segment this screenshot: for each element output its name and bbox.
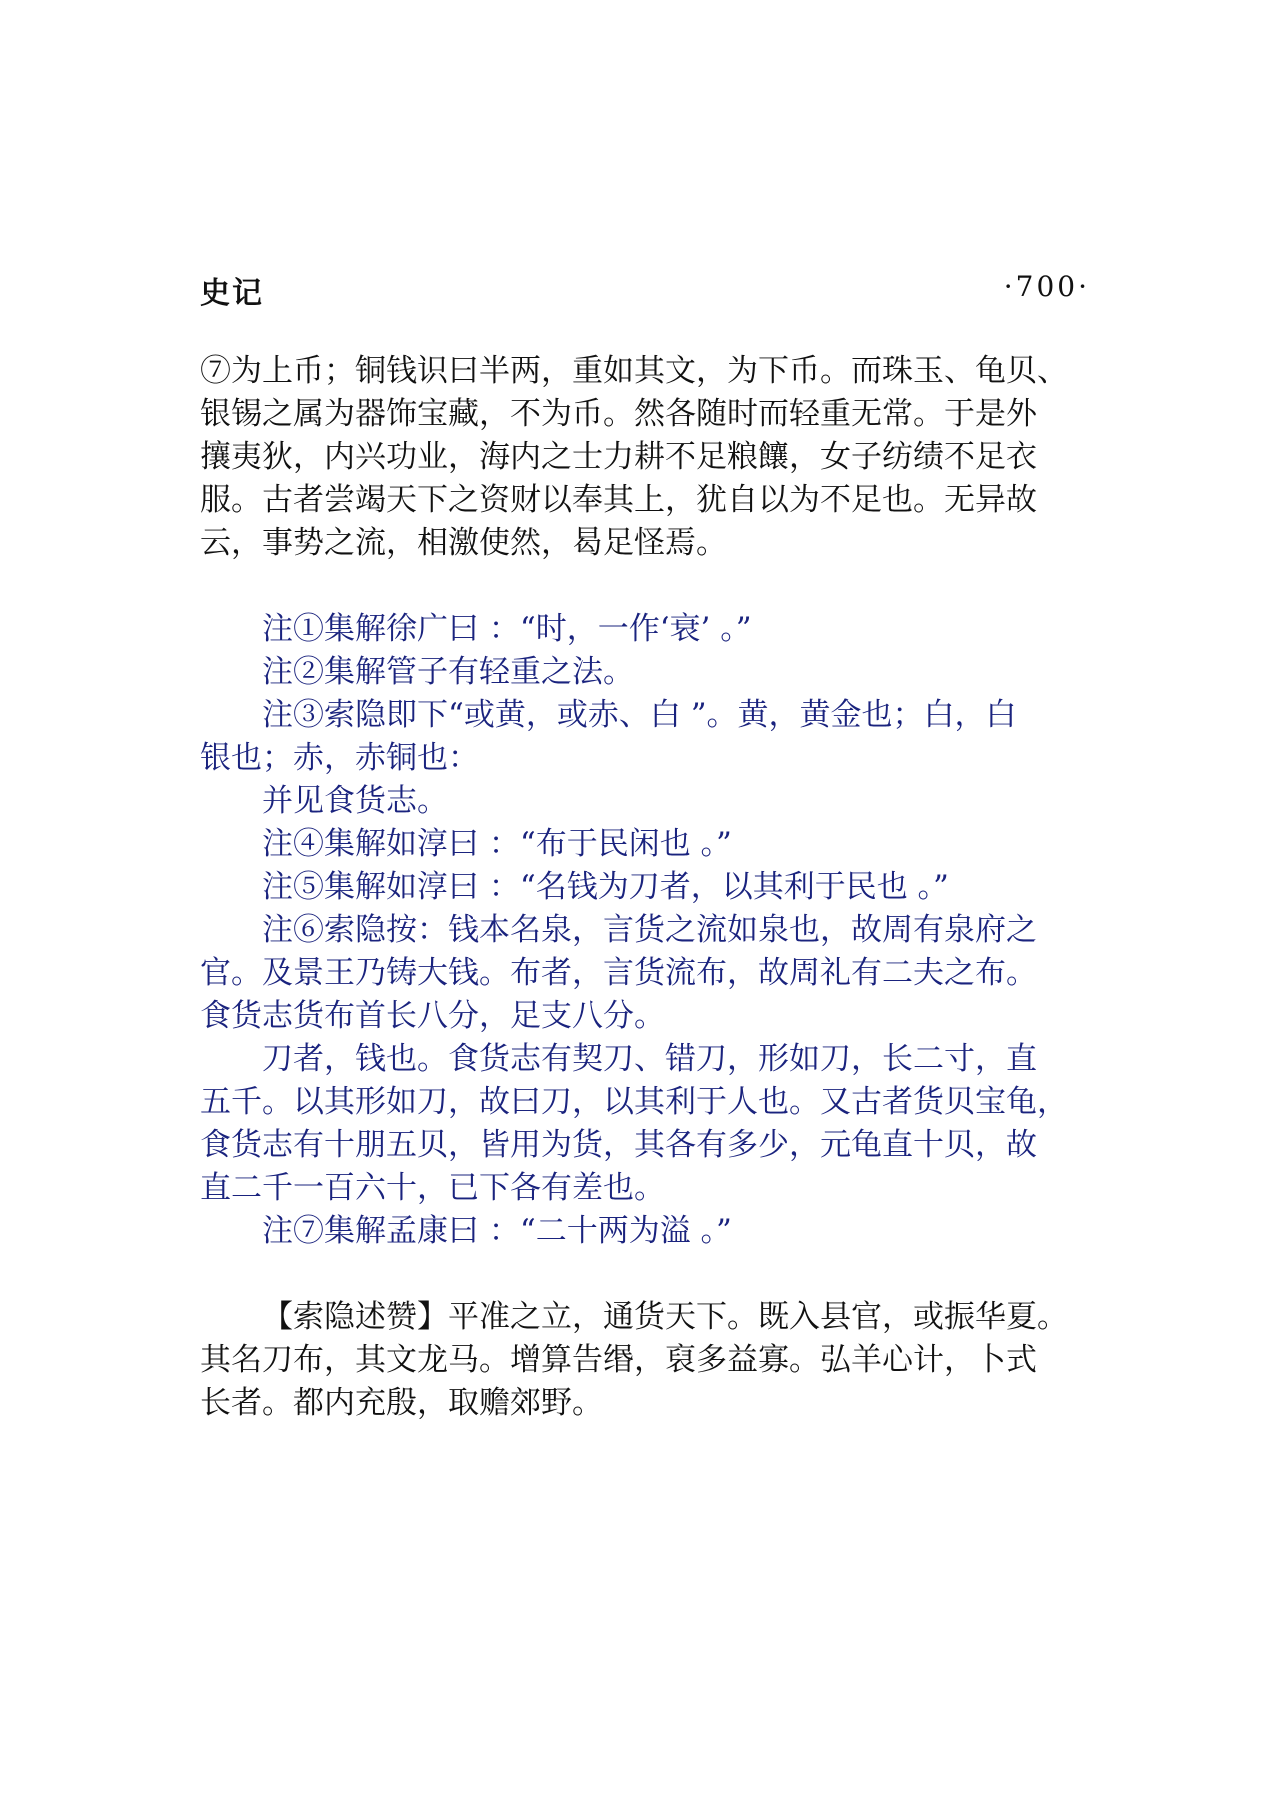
note-2: [200, 651, 1100, 694]
main-text-line: 服。古者尝竭天下之资财以奉其上，犹自以为不足也。无异故: [200, 482, 1037, 518]
page-content: [200, 350, 1100, 1425]
page-header: [200, 268, 1090, 311]
note-line: 直二千一百六十，已下各有差也。: [200, 1170, 665, 1206]
main-text-line: ⑦为上币；铜钱识曰半两，重如其文，为下币。而珠玉、龟贝、: [200, 353, 1068, 389]
book-title: 史记: [200, 276, 264, 311]
note-line: 刀者，钱也。食货志有契刀、错刀，形如刀，长二寸，直: [262, 1041, 1037, 1077]
note-line: 注②集解管子有轻重之法。: [262, 654, 634, 690]
main-text-line: 攘夷狄，内兴功业，海内之士力耕不足粮饟，女子纺绩不足衣: [200, 439, 1037, 475]
note-3: [200, 694, 1100, 823]
note-line: 注④集解如淳曰 ：“布于民闲也 。”: [262, 826, 732, 862]
suoyin-eulogy: [200, 1296, 1100, 1425]
note-line: 食货志有十朋五贝，皆用为货，其各有多少，元龟直十贝，故: [200, 1127, 1037, 1163]
page-number: ·700·: [1003, 270, 1090, 303]
main-text-line: 云，事势之流，相激使然，曷足怪焉。: [200, 525, 727, 561]
note-line: 注⑦集解孟康曰 ：“二十两为溢 。”: [262, 1213, 732, 1249]
note-line: 官。及景王乃铸大钱。布者，言货流布，故周礼有二夫之布。: [200, 955, 1037, 991]
note-6-continued: [200, 1038, 1100, 1210]
note-line: 食货志货布首长八分，足支八分。: [200, 998, 665, 1034]
annotation-notes: [200, 608, 1100, 1253]
eulogy-line: 【索隐述赞】平准之立，通货天下。既入县官，或振华夏。: [262, 1299, 1068, 1335]
note-7: [200, 1210, 1100, 1253]
note-line: 注⑥索隐按：钱本名泉，言货之流如泉也，故周有泉府之: [262, 912, 1037, 948]
note-4: [200, 823, 1100, 866]
note-line: 并见食货志。: [262, 783, 448, 819]
eulogy-line: 其名刀布，其文龙马。增算告缗，裒多益寡。弘羊心计，卜式: [200, 1342, 1037, 1378]
note-1: [200, 608, 1100, 651]
main-text-line: 银锡之属为器饰宝藏，不为币。然各随时而轻重无常。于是外: [200, 396, 1037, 432]
note-6: [200, 909, 1100, 1038]
note-line: 注①集解徐广曰 ：“时，一作‘衰’ 。”: [262, 611, 752, 647]
main-text: [200, 350, 1100, 565]
note-line: 注③索隐即下“或黄，或赤、白 ”。黄，黄金也；白，白: [262, 697, 1017, 733]
note-line: 注⑤集解如淳曰 ：“名钱为刀者，以其利于民也 。”: [262, 869, 949, 905]
note-line: 五千。以其形如刀，故曰刀，以其利于人也。又古者货贝宝龟，: [200, 1084, 1068, 1120]
eulogy-line: 长者。都内充殷，取赡郊野。: [200, 1385, 603, 1421]
note-line: 银也；赤，赤铜也：: [200, 740, 479, 776]
note-5: [200, 866, 1100, 909]
